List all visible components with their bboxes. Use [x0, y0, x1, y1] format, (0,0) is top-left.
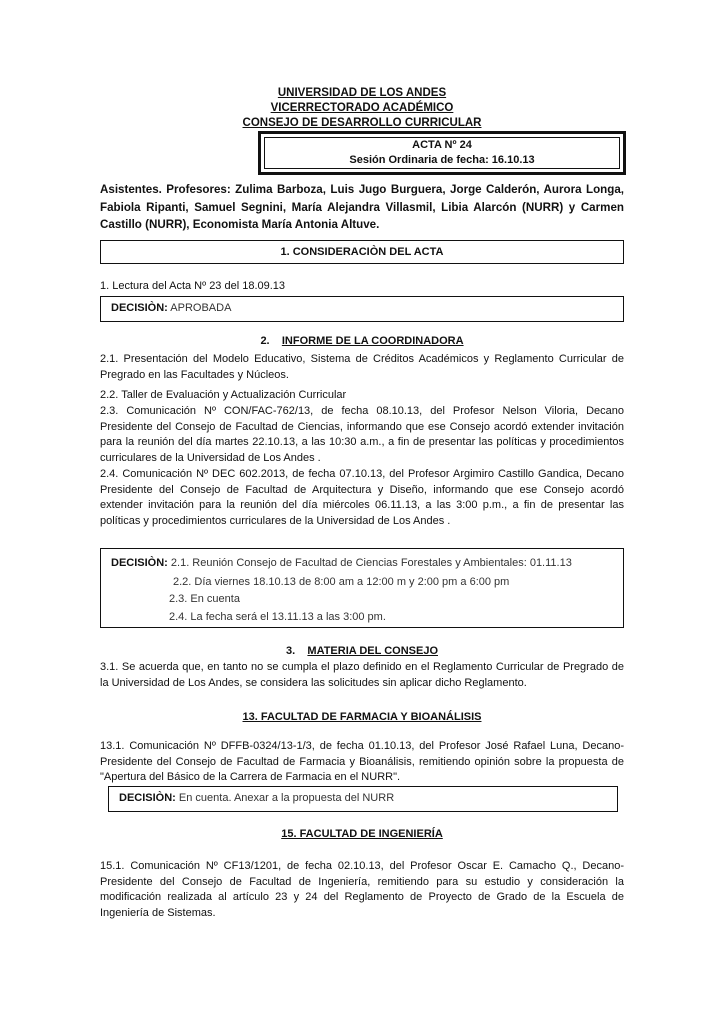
decision-item: 2.3. En cuenta [169, 593, 240, 605]
acta-number: ACTA Nº 24 [412, 139, 472, 151]
section3-heading [100, 645, 624, 657]
section2-paragraph-4: 2.4. Comunicación Nº DEC 602.2013, de fecha 07.10.13, del Profesor Argimiro Castillo Gandica, Decano Presidente del Consejo de Facultad de Arquitectura y Diseño, informando que ese Consejo acordó extender invitación para la reunión del día miércoles 06.11.13, a las 3:00 p.m., a fin de presentar las políticas y procedimientos curriculares de la Universidad de Los Andes . [100, 468, 624, 527]
decision-label: DECISIÒN: [119, 792, 176, 804]
section2-paragraph-2: 2.2. Taller de Evaluación y Actualización Curricular [100, 389, 347, 401]
section15-paragraph-1: 15.1. Comunicación Nº CF13/1201, de fecha 02.10.13, del Profesor Oscar E. Camacho Q., Decano-Presidente del Consejo de Facultad de Ingeniería, remitiendo para su estudio y consideración la modificación realizada al artículo 23 y 24 del Reglamento de Proyecto de Grado de la Escuela de Ingeniería de Sistemas. [100, 860, 624, 919]
decision-item: 2.2. Día viernes 18.10.13 de 8:00 am a 12:00 m y 2:00 pm a 6:00 pm [173, 576, 510, 588]
decision-item: 2.1. Reunión Consejo de Facultad de Ciencias Forestales y Ambientales: 01.11.13 [167, 557, 572, 569]
section2-decision-box [100, 548, 624, 628]
section1-title: 1. CONSIDERACIÒN DEL ACTA [280, 246, 444, 258]
acta-header-box [258, 131, 626, 175]
section13-heading [100, 711, 624, 723]
section2-paragraph-3: 2.3. Comunicación Nº CON/FAC-762/13, de fecha 08.10.13, del Profesor Nelson Viloria, Decano Presidente del Consejo de Facultad de Ciencias, informando que ese Consejo acordó extender invitación para la reunión del día martes 22.10.13, a las 10:30 a.m., a fin de presentar las políticas y procedimientos curriculares de la Universidad de Los Andes . [100, 405, 624, 464]
decision-item: 2.4. La fecha será el 13.11.13 a las 3:00 pm. [169, 611, 386, 623]
section1-decision-box [100, 296, 624, 322]
section2-heading [100, 335, 624, 347]
decision-label: DECISIÒN: [111, 302, 168, 314]
decision-text: APROBADA [167, 302, 232, 314]
section3-title: MATERIA DEL CONSEJO [307, 645, 438, 657]
acta-header-inner [264, 137, 620, 169]
section15-title: 15. FACULTAD DE INGENIERÍA [281, 828, 443, 840]
decision-text: En cuenta. Anexar a la propuesta del NURR [175, 792, 395, 804]
section3-paragraph-1: 3.1. Se acuerda que, en tanto no se cumpla el plazo definido en el Reglamento Curricular de Pregrado de la Universidad de Los Andes, se considera las solicitudes sin aplicar dicho Reglamento. [100, 661, 624, 689]
section1-title-box [100, 240, 624, 264]
section2-title: INFORME DE LA COORDINADORA [281, 335, 464, 347]
attendees-paragraph: Asistentes. Profesores: Zulima Barboza, Luis Jugo Burguera, Jorge Calderón, Aurora Longa, Fabiola Ripanti, Samuel Segnini, María Alejandra Villasmil, Libia Alarcón (NURR) y Carmen Castillo (NURR), Economista María Antonia Altuve. [100, 183, 624, 231]
section3-number: 3. [285, 645, 296, 657]
section1-item: 1. Lectura del Acta Nº 23 del 18.09.13 [100, 280, 286, 292]
section15-heading [100, 828, 624, 840]
section2-number: 2. [260, 335, 270, 347]
vicerrectorado-name: VICERRECTORADO ACADÉMICO [270, 102, 454, 114]
section13-decision-box [108, 786, 618, 812]
section13-paragraph-1: 13.1. Comunicación Nº DFFB-0324/13-1/3, de fecha 01.10.13, del Profesor José Rafael Luna, Decano-Presidente del Consejo de Facultad de Farmacia y Bioanálisis, remitiendo opinión sobre la propuesta de "Apertura del Básico de la Carrera de Farmacia en el NURR". [100, 740, 624, 783]
council-name: CONSEJO DE DESARROLLO CURRICULAR [242, 117, 482, 129]
session-date: Sesión Ordinaria de fecha: 16.10.13 [349, 154, 535, 166]
decision-label: DECISIÒN: [111, 557, 168, 569]
section2-paragraph-1: 2.1. Presentación del Modelo Educativo, Sistema de Créditos Académicos y Reglamento Curricular de Pregrado en las Facultades y Núcleos. [100, 353, 624, 381]
section2-decision-line-1 [111, 556, 572, 571]
university-name: UNIVERSIDAD DE LOS ANDES [277, 87, 447, 99]
section13-title: 13. FACULTAD DE FARMACIA Y BIOANÁLISIS [242, 711, 482, 723]
